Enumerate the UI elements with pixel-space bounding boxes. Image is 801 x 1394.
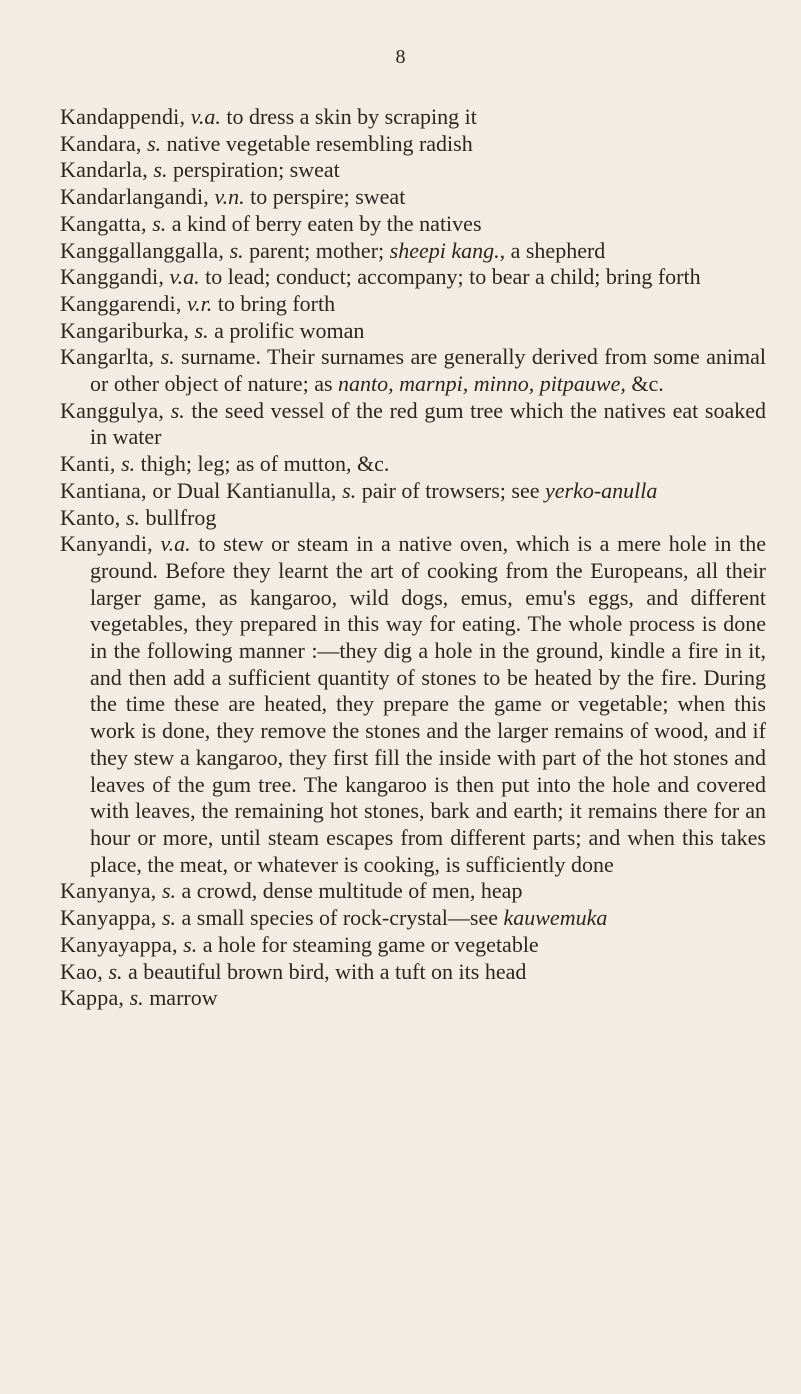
part-of-speech: s. xyxy=(170,397,185,423)
definition: the seed vessel of the red gum tree which the natives eat soaked in water xyxy=(90,397,767,450)
part-of-speech: s. xyxy=(183,931,198,957)
definition: a beautiful brown bird, with a tuft on its head xyxy=(128,958,527,984)
dictionary-entry xyxy=(60,184,766,211)
dictionary-entry xyxy=(60,451,766,478)
headword: Kanto, xyxy=(60,504,121,530)
headword: Kao, xyxy=(60,958,103,984)
dictionary-entry xyxy=(60,505,766,532)
part-of-speech: v.a. xyxy=(190,104,221,129)
part-of-speech: s. xyxy=(125,504,141,530)
headword: Kangarlta, xyxy=(60,344,155,370)
part-of-speech: v.a. xyxy=(160,531,191,557)
definition-continued: a shepherd xyxy=(510,237,606,263)
part-of-speech: s. xyxy=(161,878,177,904)
dictionary-entry xyxy=(60,478,766,505)
part-of-speech: s. xyxy=(129,985,144,1011)
headword: Kangariburka, xyxy=(60,317,190,343)
headword: Kanggarendi, xyxy=(60,290,182,316)
part-of-speech: s. xyxy=(108,958,123,984)
page-number: 8 xyxy=(395,46,406,68)
dictionary-entry xyxy=(60,104,766,131)
definition: thigh; leg; as of mutton, &c. xyxy=(140,451,390,477)
definition: a small species of rock-crystal—see xyxy=(181,905,498,931)
definition: perspiration; sweat xyxy=(172,157,340,183)
part-of-speech: s. xyxy=(229,237,244,263)
headword: Kandarla, xyxy=(60,157,148,183)
definition: surname. Their surnames are generally derived from some animal or other object of nature; as xyxy=(90,344,766,397)
part-of-speech: v.a. xyxy=(169,264,200,290)
definition-italic: sheepi kang., xyxy=(389,237,506,263)
part-of-speech: s. xyxy=(121,451,136,477)
dictionary-entry xyxy=(60,878,766,905)
headword: Kanggallanggalla, xyxy=(60,237,225,263)
dictionary-entry xyxy=(60,959,766,986)
part-of-speech: s. xyxy=(342,477,357,503)
dictionary-entry xyxy=(60,291,766,318)
dictionary-entry xyxy=(60,531,766,878)
definition: to lead; conduct; accompany; to bear a child; bring forth xyxy=(205,264,701,290)
part-of-speech: v.n. xyxy=(214,184,245,210)
headword: Kanyappa, xyxy=(60,905,157,931)
definition-continued: &c. xyxy=(631,371,664,397)
dictionary-entry xyxy=(60,211,766,238)
headword: Kanti, xyxy=(60,451,116,477)
definition-italic: yerko-anulla xyxy=(544,477,658,503)
part-of-speech: s. xyxy=(194,317,209,343)
definition: parent; mother; xyxy=(249,237,385,263)
definition: a hole for steaming game or vegetable xyxy=(202,931,539,957)
part-of-speech: s. xyxy=(147,130,162,156)
definition: to bring forth xyxy=(217,290,336,316)
dictionary-entry xyxy=(60,932,766,959)
headword: Kandarlangandi, xyxy=(60,184,209,210)
headword: Kandappendi, xyxy=(60,104,186,129)
part-of-speech: s. xyxy=(160,344,175,370)
dictionary-entry xyxy=(60,344,766,397)
part-of-speech: s. xyxy=(161,905,177,931)
headword: Kanyandi, xyxy=(60,531,153,557)
headword: Kanyanya, xyxy=(60,878,157,904)
definition-italic: nanto, marnpi, minno, pitpauwe, xyxy=(338,371,626,397)
definition: marrow xyxy=(149,985,218,1011)
headword: Kantiana, or Dual Kantianulla, xyxy=(60,477,337,503)
headword: Kandara, xyxy=(60,130,142,156)
part-of-speech: s. xyxy=(153,157,168,183)
dictionary-entry xyxy=(60,157,766,184)
definition: a prolific woman xyxy=(214,317,365,343)
definition: to dress a skin by scraping it xyxy=(226,104,477,129)
definition: to perspire; sweat xyxy=(250,184,406,210)
headword: Kanggulya, xyxy=(60,397,165,423)
dictionary-entry xyxy=(60,318,766,345)
definition: pair of trowsers; see xyxy=(361,477,540,503)
headword: Kanggandi, xyxy=(60,264,165,290)
definition: a crowd, dense multitude of men, heap xyxy=(181,878,523,904)
headword: Kappa, xyxy=(60,985,125,1011)
part-of-speech: v.r. xyxy=(187,290,213,316)
dictionary-entries xyxy=(60,104,766,1012)
definition: bullfrog xyxy=(145,504,217,530)
dictionary-entry xyxy=(60,264,766,291)
dictionary-entry xyxy=(60,131,766,158)
definition: native vegetable resembling radish xyxy=(166,130,473,156)
definition: to stew or steam in a native oven, which is a mere hole in the ground. Before they learnt the art of cooking from the Europeans, all their larger game, as kangaroo, wild dogs, emus, emu's eggs, and different vegetables, they prepared in this way for eating. The whole process is done in the following manner :—they dig a hole in the ground, kindle a fire in it, and then add a sufficient quantity of stones to be heated by the fire. During the time these are heated, they prepare the game or vegetable; when this work is done, they remove the stones and the larger remains of wood, and if they stew a kangaroo, they first fill the inside with part of the hot stones and leaves of the gum tree. The kangaroo is then put into the hole and covered with leaves, the remaining hot stones, bark and earth; it remains there for an hour or more, until steam escapes from different parts; and when this takes place, the meat, or whatever is cooking, is sufficiently done xyxy=(90,531,766,877)
definition-italic: kauwemuka xyxy=(503,905,608,931)
part-of-speech: s. xyxy=(152,210,167,236)
dictionary-entry xyxy=(60,238,766,265)
dictionary-entry xyxy=(60,905,766,932)
dictionary-entry xyxy=(60,985,766,1012)
headword: Kanyayappa, xyxy=(60,931,178,957)
dictionary-entry xyxy=(60,398,766,451)
headword: Kangatta, xyxy=(60,210,147,236)
definition: a kind of berry eaten by the natives xyxy=(171,210,482,236)
